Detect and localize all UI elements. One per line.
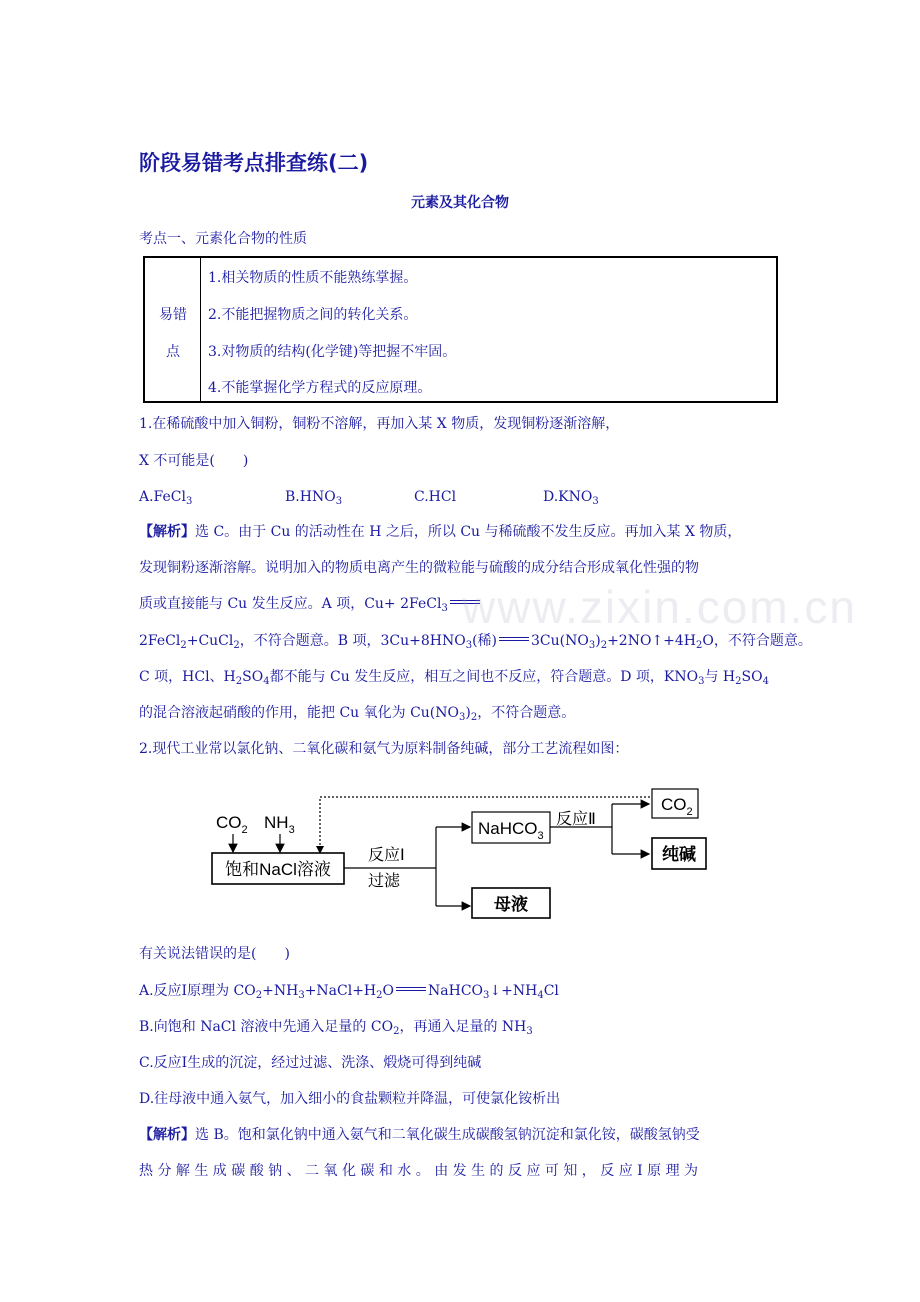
option-text: A.反应Ⅰ原理为 CO [139, 983, 256, 999]
analysis-text: SO [741, 669, 763, 685]
option-text: +NH [262, 983, 299, 999]
option-text: O [382, 983, 395, 999]
analysis-text: C 项，HCl、H [139, 669, 236, 685]
table-item: 4.不能掌握化学方程式的反应原理。 [208, 380, 432, 396]
q1-analysis-line1 [139, 522, 741, 542]
q1-option-c: C.HCl [414, 489, 457, 505]
subscript: 3 [335, 496, 343, 507]
table-item: 3.对物质的结构(化学键)等把握不牢固。 [208, 344, 457, 360]
q2-stem2: 有关说法错误的是( ) [139, 946, 290, 962]
analysis-text: (稀) [472, 633, 498, 649]
subscript: 3 [441, 603, 448, 614]
analysis-text: 都不能与 Cu 发生反应，相互之间也不反应，符合题意。D 项，KNO [269, 669, 699, 685]
q1-stem-line2: X 不可能是( ) [139, 453, 249, 469]
page-subtitle: 元素及其化合物 [411, 195, 509, 211]
analysis-text: 的混合溶液起硝酸的作用，能把 Cu 氧化为 Cu(NO [139, 705, 459, 721]
q2-option-d: D.往母液中通入氨气，加入细小的食盐颗粒并降温，可使氯化铵析出 [139, 1091, 561, 1107]
subscript: 3 [526, 1026, 533, 1037]
reaction2-label: 反应Ⅱ [556, 811, 596, 828]
subscript: 3 [588, 640, 596, 651]
q2-option-c: C.反应Ⅰ生成的沉淀，经过过滤、洗涤、煅烧可得到纯碱 [139, 1055, 482, 1071]
q2-analysis-line2: 热 分 解 生 成 碳 酸 钠 、 二 氧 化 碳 和 水 。 由 发 生 的 反 应 可 知 ， 反 应 Ⅰ 原 理 为 [139, 1163, 699, 1179]
q2-stem: 2.现代工业常以氯化钠、二氧化碳和氨气为原料制备纯碱，部分工艺流程如图： [139, 741, 629, 757]
subscript: 2 [470, 712, 478, 723]
error-points-table [143, 256, 778, 403]
subscript: 3 [483, 990, 490, 1001]
analysis-text: SO [242, 669, 264, 685]
equals-sign [396, 987, 426, 991]
analysis-text: O，不符合题意。 [702, 633, 812, 649]
q2-option-b [139, 1017, 533, 1042]
filter-label: 过滤 [368, 873, 401, 890]
subscript: 4 [263, 676, 270, 687]
subscript: 3 [465, 640, 473, 651]
q1-stem-line1: 1.在稀硫酸中加入铜粉，铜粉不溶解，再加入某 X 物质，发现铜粉逐渐溶解， [139, 416, 620, 432]
watermark: www.zixin.com.cn [462, 581, 857, 633]
analysis-tag: 【解析】 [139, 524, 195, 540]
nh3-input-label: $NH_3$ [264, 813, 295, 836]
analysis-text: ) [595, 633, 601, 649]
analysis-text: 选 B。饱和氯化钠中通入氨气和二氧化碳生成碳酸氢钠沉淀和氯化铵，碳酸氢钠受 [195, 1127, 700, 1143]
q1-option-d [543, 487, 599, 512]
soda-ash-label: 纯碱 [662, 845, 696, 864]
subscript: 3 [459, 712, 466, 723]
nahco3-label: NaHCO$_3$ [478, 819, 544, 842]
co2-output-label: $CO_2$ [661, 795, 693, 818]
analysis-text: ，不符合题意。B 项，3Cu+8HNO [239, 633, 466, 649]
analysis-text: 与 H [704, 669, 736, 685]
subscript: 3 [592, 496, 599, 507]
subscript: 2 [393, 1026, 400, 1037]
subscript: 4 [762, 676, 769, 687]
analysis-text: 选 C。由于 Cu 的活动性在 H 之后，所以 Cu 与稀硫酸不发生反应。再加入某 X 物质， [195, 524, 742, 540]
subscript: 2 [255, 990, 263, 1001]
section-heading: 考点一、元素化合物的性质 [139, 231, 307, 247]
q2-analysis-line1 [139, 1125, 700, 1145]
subscript: 2 [235, 676, 243, 687]
co2-input-label: $CO_2$ [216, 813, 248, 836]
subscript: 3 [298, 990, 305, 1001]
option-text: NaHCO [428, 983, 484, 999]
q1-option-a [139, 487, 192, 512]
q1-analysis-line4 [139, 631, 812, 656]
option-text: D.KNO [543, 489, 593, 505]
analysis-text: +2NO↑+4H [607, 633, 697, 649]
table-label-bottom: 点 [166, 344, 180, 360]
analysis-text: 2FeCl [139, 633, 181, 649]
subscript: 2 [735, 676, 742, 687]
q2-option-a [139, 981, 559, 1006]
table-label-top: 易错 [159, 307, 187, 323]
option-text: B.HNO [285, 489, 336, 505]
subscript: 3 [698, 676, 705, 687]
subscript: 4 [537, 990, 544, 1001]
option-text: Cl [543, 983, 559, 999]
equals-sign [499, 637, 529, 641]
analysis-text: 质或直接能与 Cu 发生反应。A 项，Cu+ 2FeCl [139, 596, 442, 612]
q1-option-b [285, 487, 342, 512]
analysis-tag: 【解析】 [139, 1127, 195, 1143]
option-text: ，再通入足量的 NH [399, 1019, 527, 1035]
analysis-text: 3Cu(NO [531, 633, 589, 649]
q1-analysis-line5 [139, 667, 769, 692]
table-label-cell [145, 258, 201, 401]
mother-liquor-label: 母液 [494, 895, 528, 914]
page-title: 阶段易错考点排查练(二) [139, 151, 369, 175]
analysis-text: +CuCl [186, 633, 234, 649]
q1-analysis-line6 [139, 703, 575, 728]
saturated-nacl-label: 饱和NaCl溶液 [225, 860, 331, 879]
option-text: B.向饱和 NaCl 溶液中先通入足量的 CO [139, 1019, 394, 1035]
table-item: 1.相关物质的性质不能熟练掌握。 [208, 270, 418, 286]
subscript: 3 [185, 496, 193, 507]
reaction1-label: 反应Ⅰ [368, 847, 405, 864]
q1-analysis-line2: 发现铜粉逐渐溶解。说明加入的物质电离产生的微粒能与硫酸的成分结合形成氧化性强的物 [139, 560, 699, 576]
subscript: 2 [376, 990, 383, 1001]
option-text: +NaCl+H [304, 983, 377, 999]
option-text: ↓+NH [489, 983, 538, 999]
subscript: 2 [180, 640, 187, 651]
process-flow-diagram [200, 780, 720, 930]
option-text: A.FeCl [139, 489, 186, 505]
analysis-text: ，不符合题意。 [477, 705, 576, 721]
table-item: 2.不能把握物质之间的转化关系。 [208, 307, 418, 323]
subscript: 2 [600, 640, 608, 651]
q1-analysis-line3 [139, 594, 482, 619]
subscript: 2 [696, 640, 703, 651]
subscript: 2 [233, 640, 240, 651]
analysis-text: ) [465, 705, 471, 721]
